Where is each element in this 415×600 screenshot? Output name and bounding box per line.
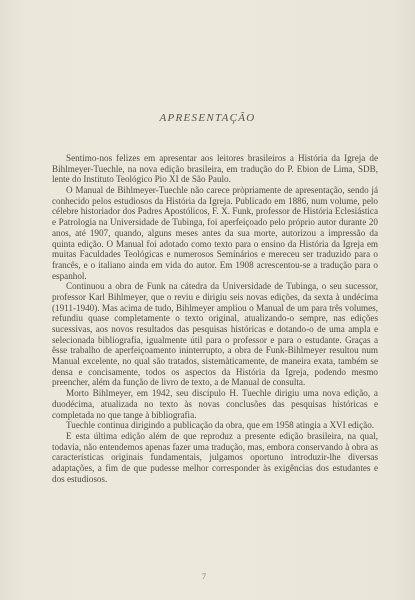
page-title: APRESENTAÇÃO [159,112,256,124]
page-number: 7 [202,572,206,581]
body-text [52,153,378,484]
paragraph: Continuou a obra de Funk na cátedra da Universidade de Tubinga, o seu sucessor, professor Karl Bihlmeyer, que o reviu e dirigiu seis novas edições, da sexta à undécima (1911-1940). Mas acima de tudo, Bihlmeyer ampliou o Manual de um para três volumes, refundiu quase completamente o texto original, atualizando-o sempre, nas edições sucessivas, aos novos resultados das pesquisas históricas e dotando-o de uma ampla e selecionada bibliografia, igualmente útil para o professor e para o estudante. Graças a êsse trabalho de aperfeiçoamento ininterrupto, a obra de Funk-Bihlmeyer resultou num Manual excelente, no qual são tratados, sistemàticamente, de maneira exata, também se densa e concisamente, todos os aspectos da História da Igreja, podendo mesmo preencher, além da função de livro de texto, a de Manual de consulta. [52,281,378,388]
paragraph: Tuechle continua dirigindo a publicação da obra, que em 1958 atingia a XVI edição. [66,420,375,431]
paragraph: Morto Bihlmeyer, em 1942, seu discípulo H. Tuechle dirigiu uma nova edição, a duodécima, atualizada no texto às novas conclusões das pesquisas históricas e completada no que tange à bibliografia. [52,388,378,420]
paragraph: Sentimo-nos felizes em apresentar aos leitores brasileiros a História da Igreja de Bihlmeyer-Tuechle, na nova edição brasileira, em tradução do P. Ebion de Lima, SDB, lente do Instituto Teológico Pio XI de São Paulo. [52,153,378,185]
paragraph: E esta última edição além de que reproduz a presente edição brasileira, na qual, todavia, não entendemos apenas fazer uma tradução, mas, embora conservando à obra as características originais fundamentais, julgamos oportuno introduzir-lhe diversas adaptações, a fim de que pudesse melhor corresponder às exigências dos estudantes e dos estudiosos. [52,430,378,484]
paragraph: O Manual de Bihlmeyer-Tuechle não carece pròpriamente de apresentação, sendo já conhecido pelos estudiosos da História da Igreja. Publicado em 1886, num volume, pelo célebre historiador dos Padres Apostólicos, F. X. Funk, professor de História Eclesiástica e Patrologia na Universidade de Tubinga, foi aperfeiçoado pelo próprio autor durante 20 anos, até 1907, quando, alguns meses antes da sua morte, autorizou a impressão da quinta edição. O Manual foi adotado como texto para o ensino da História da Igreja em muitas Faculdades Teológicas e numerosos Seminários e mereceu ser traduzido para o francês, e o italiano ainda em vida do autor. Em 1908 acrescentou-se a tradução para o espanhol. [52,185,378,281]
